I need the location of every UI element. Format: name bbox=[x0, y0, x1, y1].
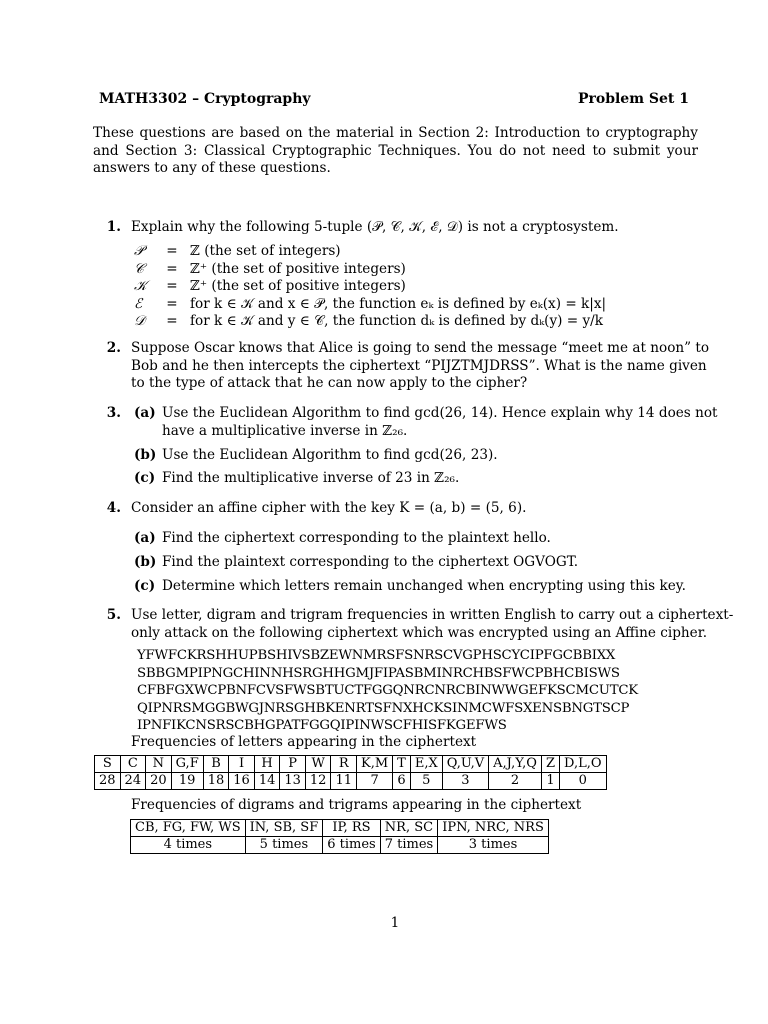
q2-text: Suppose Oscar knows that Alice is going to send the message “meet me at noon” to Bob and he then intercepts the ciphertext “PIJZTMJDRSS”. What is the name given to the type of attack that he can now apply to the cipher? bbox=[131, 340, 710, 391]
q3c: (c) Find the multiplicative inverse of 23 in ℤ₂₆. bbox=[134, 470, 460, 486]
table-row: S C N G,F B I H P W R K,M T E,X Q,U,V A,J,Y,Q Z D,L,O bbox=[95, 756, 607, 773]
ciphertext-line: QIPNRSMGGBWGJNRSGHBKENRTSFNXHCKSINMCWFSXENSBNGTSCP bbox=[137, 700, 630, 716]
q1-tuple-definitions bbox=[134, 243, 606, 331]
table-row: CB, FG, FW, WS IN, SB, SF IP, RS NR, SC IPN, NRC, NRS bbox=[131, 820, 549, 837]
ciphertext-line: SBBGMPIPNGCHINNHSRGHHGMJFIPASBMINRCHBSFWCPBHCBISWS bbox=[137, 665, 620, 681]
q4b: (b) Find the plaintext corresponding to the ciphertext OGVOGT. bbox=[134, 554, 579, 570]
course-title: MATH3302 – Cryptography bbox=[99, 91, 311, 107]
q4a: (a) Find the ciphertext corresponding to the plaintext hello. bbox=[134, 530, 551, 546]
q3b: (b) Use the Euclidean Algorithm to find gcd(26, 23). bbox=[134, 447, 498, 463]
ciphertext-line: IPNFIKCNSRSCBHGPATFGGQIPINWSCFHISFKGEFWS bbox=[137, 718, 507, 733]
tuple-row: 𝒟 = for k ∈ 𝒦 and y ∈ 𝒞, the function dₖ is defined by dₖ(y) = y/k bbox=[134, 313, 603, 329]
q3-number: 3. bbox=[106, 405, 121, 421]
q3a: (a) Use the Euclidean Algorithm to find gcd(26, 14). Hence explain why 14 does not have a multiplicative inverse in ℤ₂₆. bbox=[134, 405, 718, 439]
q4-text: Consider an affine cipher with the key K = (a, b) = (5, 6). bbox=[131, 500, 527, 516]
intro-paragraph: These questions are based on the material in Section 2: Introduction to cryptography and Section 3: Classical Cryptographic Techniques. You do not need to submit your answers to any of these questions. bbox=[93, 125, 698, 176]
q5-number: 5. bbox=[106, 607, 121, 623]
ciphertext-block bbox=[137, 647, 638, 735]
ciphertext-line: YFWFCKRSHHUPBSHIVSBZEWNMRSFSNRSCVGPHSCYCIPFGCBBIXX bbox=[137, 648, 616, 663]
page-header bbox=[99, 91, 689, 111]
tuple-row: ℰ = for k ∈ 𝒦 and x ∈ 𝒫, the function eₖ is defined by eₖ(x) = k|x| bbox=[134, 295, 607, 312]
letter-frequency-table bbox=[94, 755, 607, 790]
table-row: 28 24 20 19 18 16 14 13 12 11 7 6 5 3 2 1 0 bbox=[95, 773, 607, 790]
q1-text: Explain why the following 5-tuple (𝒫, 𝒞, 𝒦, ℰ, 𝒟) is not a cryptosystem. bbox=[131, 219, 619, 235]
q4-number: 4. bbox=[106, 500, 121, 516]
q2-number: 2. bbox=[106, 340, 121, 356]
table-row: 4 times 5 times 6 times 7 times 3 times bbox=[131, 837, 549, 854]
ciphertext-line: CFBFGXWCPBNFCVSFWSBTUCTFGGQNRCNRCBINWWGEFKSCMCUTCK bbox=[137, 683, 638, 698]
q4c: (c) Determine which letters remain unchanged when encrypting using this key. bbox=[134, 578, 686, 594]
freq-caption: Frequencies of letters appearing in the ciphertext bbox=[131, 734, 477, 750]
digram-trigram-table bbox=[130, 819, 549, 854]
q5-text: Use letter, digram and trigram frequencies in written English to carry out a ciphertext- only attack on the following ciphertext which was encrypted using an Affine cipher. bbox=[131, 607, 734, 641]
tuple-row: 𝒞 = ℤ⁺ (the set of positive integers) bbox=[134, 260, 406, 277]
tuple-row: 𝒫 = ℤ (the set of integers) bbox=[134, 243, 341, 259]
gram-caption: Frequencies of digrams and trigrams appearing in the ciphertext bbox=[131, 797, 582, 813]
q1-number: 1. bbox=[106, 219, 121, 235]
tuple-row: 𝒦 = ℤ⁺ (the set of positive integers) bbox=[134, 278, 406, 294]
page-number: 1 bbox=[390, 915, 400, 931]
problem-set-title: Problem Set 1 bbox=[577, 91, 689, 107]
